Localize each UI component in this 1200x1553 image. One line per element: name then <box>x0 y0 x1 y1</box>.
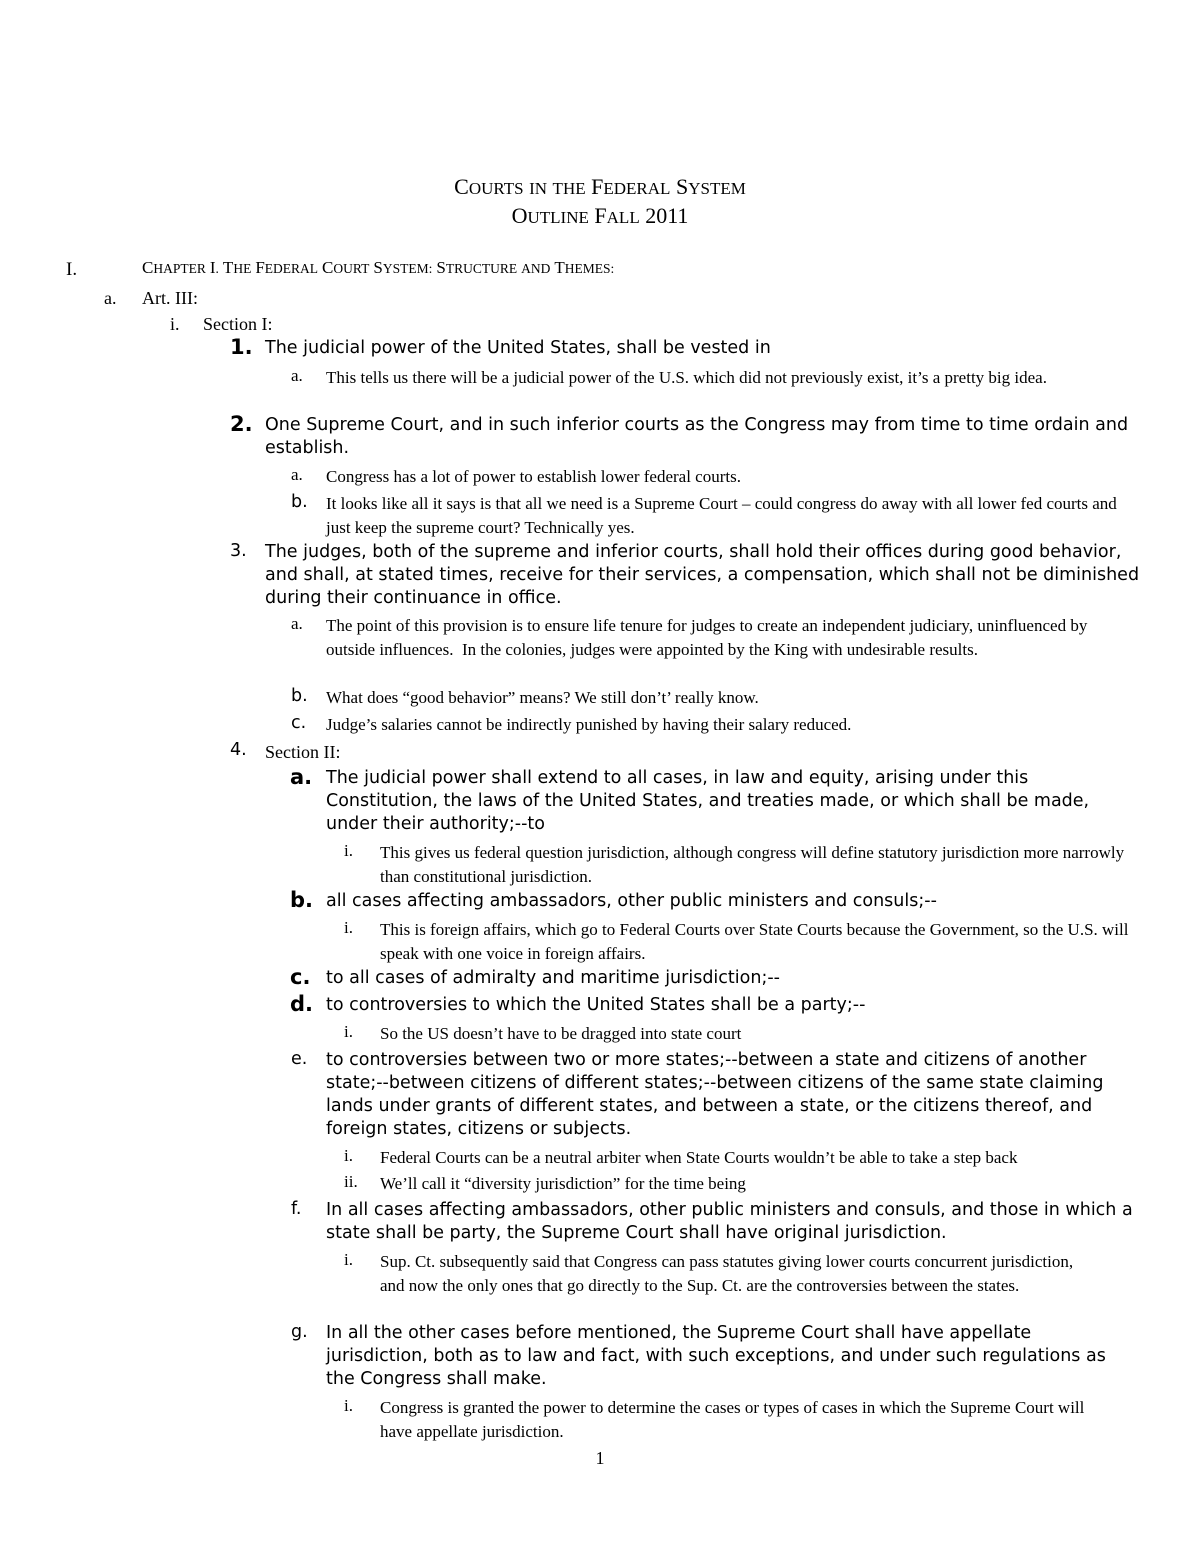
outline-marker: c. <box>290 965 311 989</box>
outline-text: all cases affecting ambassadors, other public ministers and consuls;-- <box>326 891 937 911</box>
outline-text: Federal Courts can be a neutral arbiter when State Courts wouldn’t be able to take a step back <box>380 1148 1018 1167</box>
outline-text: One Supreme Court, and in such inferior courts as the Congress may from time to time ordain and establish. <box>265 415 1134 458</box>
outline-marker: 1. <box>230 335 253 359</box>
outline-text: This tells us there will be a judicial power of the U.S. which did not previously exist, it’s a pretty big idea. <box>326 368 1047 387</box>
outline-marker: b. <box>291 492 308 512</box>
outline-marker: b. <box>291 686 308 706</box>
outline-text: This gives us federal question jurisdiction, although congress will define statutory jurisdiction more narrowly than constitutional jurisdiction. <box>380 843 1129 886</box>
outline-marker: 3. <box>230 541 247 561</box>
outline-marker: i. <box>344 841 353 860</box>
outline-marker: ii. <box>344 1172 358 1191</box>
outline-text: We’ll call it “diversity jurisdiction” for the time being <box>380 1174 746 1193</box>
outline-text: The judicial power shall extend to all cases, in law and equity, arising under this Constitution, the laws of the United States, and treaties made, or which shall be made, under their authority;--to <box>326 768 1095 834</box>
outline-text: Congress has a lot of power to establish lower federal courts. <box>326 467 741 486</box>
outline-text: It looks like all it says is that all we need is a Supreme Court – could congress do away with all lower fed courts and just keep the supreme court? Technically yes. <box>326 494 1122 537</box>
outline-text: Sup. Ct. subsequently said that Congress can pass statutes giving lower courts concurrent jurisdiction, and now the only ones that go directly to the Sup. Ct. are the controversies between the states. <box>380 1252 1078 1295</box>
document-title <box>0 174 1200 200</box>
outline-text: Judge’s salaries cannot be indirectly punished by having their salary reduced. <box>326 715 852 734</box>
outline-text: Section I: <box>203 314 273 334</box>
outline-text: This is foreign affairs, which go to Federal Courts over State Courts because the Government, so the U.S. will speak with one voice in foreign affairs. <box>380 920 1133 963</box>
outline-text: The judges, both of the supreme and inferior courts, shall hold their offices during good behavior, and shall, at stated times, receive for their services, a compensation, which shall not be diminished during their continuance in office. <box>265 542 1145 608</box>
outline-text: to controversies between two or more states;--between a state and citizens of another state;--between citizens of different states;--between citizens of the same state claiming lands under grants of different states, and between a state, or the citizens thereof, and foreign states, citizens or subjects. <box>326 1050 1110 1139</box>
outline-marker: 2. <box>230 412 253 436</box>
outline-marker: a. <box>291 614 303 633</box>
outline-text: What does “good behavior” means? We still don’t’ really know. <box>326 688 759 707</box>
outline-marker: g. <box>291 1322 308 1342</box>
outline-marker: i. <box>170 314 180 334</box>
outline-marker: a. <box>291 366 303 385</box>
outline-marker: e. <box>291 1049 308 1069</box>
outline-marker: a. <box>104 288 117 308</box>
outline-text: to all cases of admiralty and maritime jurisdiction;-- <box>326 968 780 988</box>
outline-text: Art. III: <box>142 288 198 308</box>
page-number: 1 <box>595 1448 605 1468</box>
outline-marker: f. <box>291 1199 302 1219</box>
outline-marker: d. <box>290 992 314 1016</box>
outline-marker: b. <box>290 888 314 912</box>
outline-marker: a. <box>291 465 303 484</box>
outline-text: to controversies to which the United States shall be a party;-- <box>326 995 866 1015</box>
outline-marker: i. <box>344 1022 353 1041</box>
outline-text: The point of this provision is to ensure life tenure for judges to create an independent judiciary, uninfluenced by outside influences. In the colonies, judges were appointed by the King with undesirable results. <box>326 616 1092 659</box>
outline-text: In all cases affecting ambassadors, other public ministers and consuls, and those in which a state shall be party, the Supreme Court shall have original jurisdiction. <box>326 1200 1139 1243</box>
chapter-marker: I. <box>66 259 78 280</box>
outline-marker: i. <box>344 918 353 937</box>
outline-marker: i. <box>344 1146 353 1165</box>
outline-text: In all the other cases before mentioned, the Supreme Court shall have appellate jurisdiction, both as to law and fact, with such exceptions, and under such regulations as the Congress shall make. <box>326 1323 1112 1389</box>
outline-marker: i. <box>344 1396 353 1415</box>
outline-text: So the US doesn’t have to be dragged into state court <box>380 1024 742 1043</box>
document-subtitle <box>0 203 1200 229</box>
document-subtitle-text: OUTLINE FALL 2011 <box>511 203 689 228</box>
outline-text: Congress is granted the power to determine the cases or types of cases in which the Supreme Court will have appellate jurisdiction. <box>380 1398 1089 1441</box>
outline-marker: i. <box>344 1250 353 1269</box>
outline-marker: 4. <box>230 740 247 760</box>
outline-text: The judicial power of the United States, shall be vested in <box>265 338 771 358</box>
outline-text: Section II: <box>265 742 341 762</box>
outline-marker: c. <box>291 713 307 733</box>
document-title-text: COURTS IN THE FEDERAL SYSTEM <box>454 174 746 199</box>
outline-marker: a. <box>290 765 313 789</box>
chapter-title: CHAPTER I. THE FEDERAL COURT SYSTEM: STRUCTURE AND THEMES: <box>142 258 615 277</box>
